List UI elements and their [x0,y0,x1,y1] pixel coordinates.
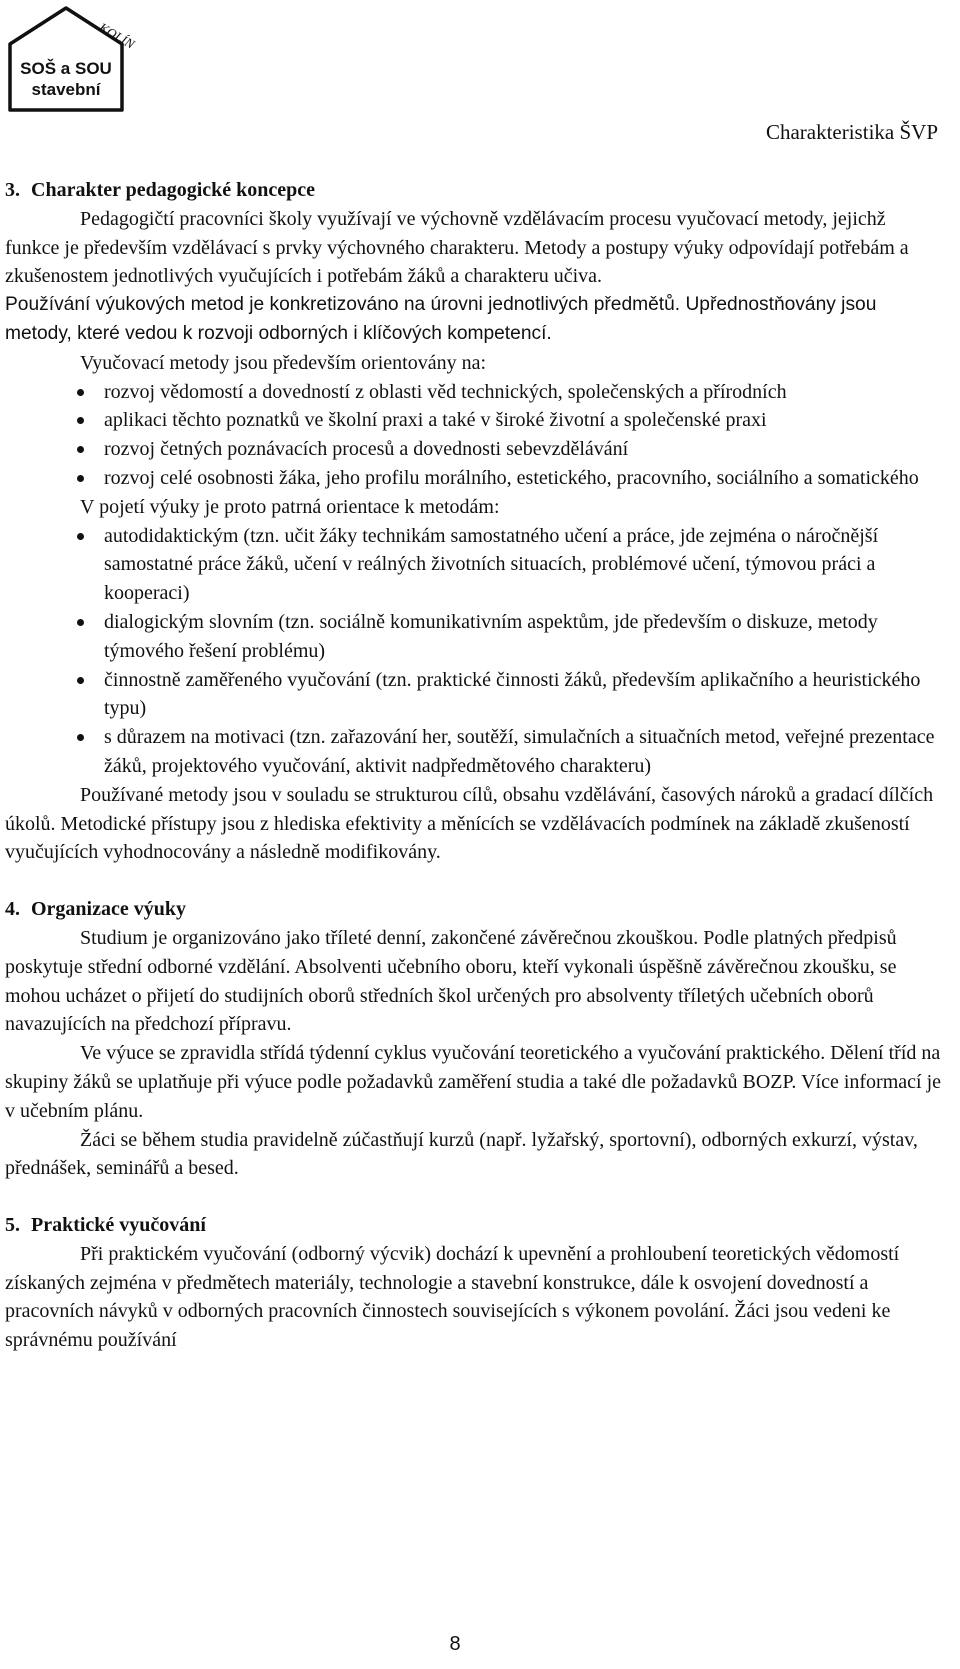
methods-list-1 [5,378,943,493]
logo-arc-text: KOLÍN [96,19,138,52]
section-5-paragraph-1: Při praktickém vyučování (odborný výcvik) dochází k upevnění a prohloubení teoretických vědomostí získaných zejména v předmětech materiály, technologie a stavební konstrukce, dále k osvojení dovedností a pracovních návyků v odborných pracovních činnostech souvisejících s výkonem povolání. Žáci jsou vedeni ke správnému používání [5,1242,900,1352]
list-item [5,406,943,435]
bullet-icon [77,417,84,424]
bullet-icon [77,475,84,482]
school-logo [4,2,154,118]
section-spacer [5,1183,943,1211]
bullet-icon [77,389,84,396]
list-item [5,378,943,407]
list-item [5,522,943,608]
section-5-number: 5. [5,1214,20,1237]
section-4-title: Organizace výuky [31,898,186,921]
list-item-text: rozvoj četných poznávacích procesů a dovednosti sebevzdělávání [104,438,629,461]
list-item [5,464,943,493]
methods-lead-2: V pojetí výuky je proto patrná orientace k metodám: [80,495,500,518]
list-item [5,608,943,666]
list-item-text: rozvoj vědomostí a dovedností z oblasti věd technických, společenských a přírodních [104,380,787,403]
section-3-paragraph-1: Pedagogičtí pracovníci školy využívají ve výchovně vzdělávacím procesu vyučovací metody, jejichž funkce je především vzdělávací s prvky výchovného charakteru. Metody a postupy výuky odpovídají potřebám a zkušenostem jednotlivých vyučujících i potřebám žáků a charakteru učiva. [5,207,909,288]
section-3-paragraph-2: Používané metody jsou v souladu se strukturou cílů, obsahu vzdělávání, časových nároků a gradací dílčích úkolů. Metodické přístupy jsou z hlediska efektivity a měnících se vzdělávacích podmínek na základě zkušeností vyučujících vyhodnocovány a následně modifikovány. [5,783,934,864]
list-item-text: autodidaktickým (tzn. učit žáky technikám samostatného učení a práce, jde zejména o náročnější samostatné práce žáků, učení v reálných životních situacích, problémové učení, týmovou práci a kooperaci) [104,524,879,605]
section-4-paragraph-1: Studium je organizováno jako tříleté denní, zakončené závěrečnou zkouškou. Podle platných předpisů poskytuje střední odborné vzdělání. Absolventi učebního oboru, kteří vykonali úspěšně závěrečnou zkoušku, se mohou ucházet o přijetí do studijních oborů středních škol určených pro absolventy tříletých učebních oborů navazujících na předchozí přípravu. [5,926,897,1036]
bullet-icon [77,446,84,453]
page-number: 8 [449,1633,461,1655]
methods-lead-1: Vyučovací metody jsou především orientovány na: [80,351,487,374]
methods-list-2 [5,522,943,781]
section-3-title: Charakter pedagogické koncepce [31,179,316,201]
logo-line-1: SOŠ a SOU [20,59,112,78]
bullet-icon [77,533,84,540]
list-item [5,723,943,781]
section-5-heading [5,1211,943,1240]
bullet-icon [77,677,84,684]
list-item-text: s důrazem na motivaci (tzn. zařazování her, soutěží, simulačních a situačních metod, veřejné prezentace žáků, projektového vyučování, aktivit nadpředmětového charakteru) [104,726,935,777]
section-4-paragraph-2: Ve výuce se zpravidla střídá týdenní cyklus vyučování teoretického a vyučování praktického. Dělení tříd na skupiny žáků se uplatňuje při výuce podle požadavků zaměření studia a také dle požadavků BOZP. Více informací je v učebním plánu. [5,1042,941,1122]
section-3-paragraph-1-cont: Používání výukových metod je konkretizováno na úrovni jednotlivých předmětů. Upřednostňovány jsou metody, které vedou k rozvoji odborných i klíčových kompetencí. [5,294,877,344]
list-item-text: aplikaci těchto poznatků ve školní praxi a také v široké životní a společenské praxi [104,409,767,432]
section-3-heading [5,176,943,205]
list-item [5,435,943,464]
list-item-text: dialogickým slovním (tzn. sociálně komunikativním aspektům, jde především o diskuze, metody týmového řešení problému) [104,610,878,662]
section-3-number: 3. [5,179,20,201]
bullet-icon [77,734,84,741]
section-5-title: Praktické vyučování [31,1214,206,1237]
logo-line-2: stavební [31,80,101,99]
list-item [5,666,943,724]
bullet-icon [77,619,84,626]
document-header-title: Charakteristika ŠVP [765,120,938,144]
section-4-number: 4. [5,898,20,921]
section-4-heading [5,895,943,924]
list-item-text: činnostně zaměřeného vyučování (tzn. praktické činnosti žáků, především aplikačního a heuristického typu) [104,668,921,720]
page-content [5,176,943,1355]
list-item-text: rozvoj celé osobnosti žáka, jeho profilu morálního, estetického, pracovního, sociálního a somatického [104,466,919,489]
section-4-paragraph-3: Žáci se během studia pravidelně zúčastňují kurzů (např. lyžařský, sportovní), odborných exkurzí, výstav, přednášek, seminářů a besed. [5,1128,918,1180]
section-spacer [5,867,943,895]
